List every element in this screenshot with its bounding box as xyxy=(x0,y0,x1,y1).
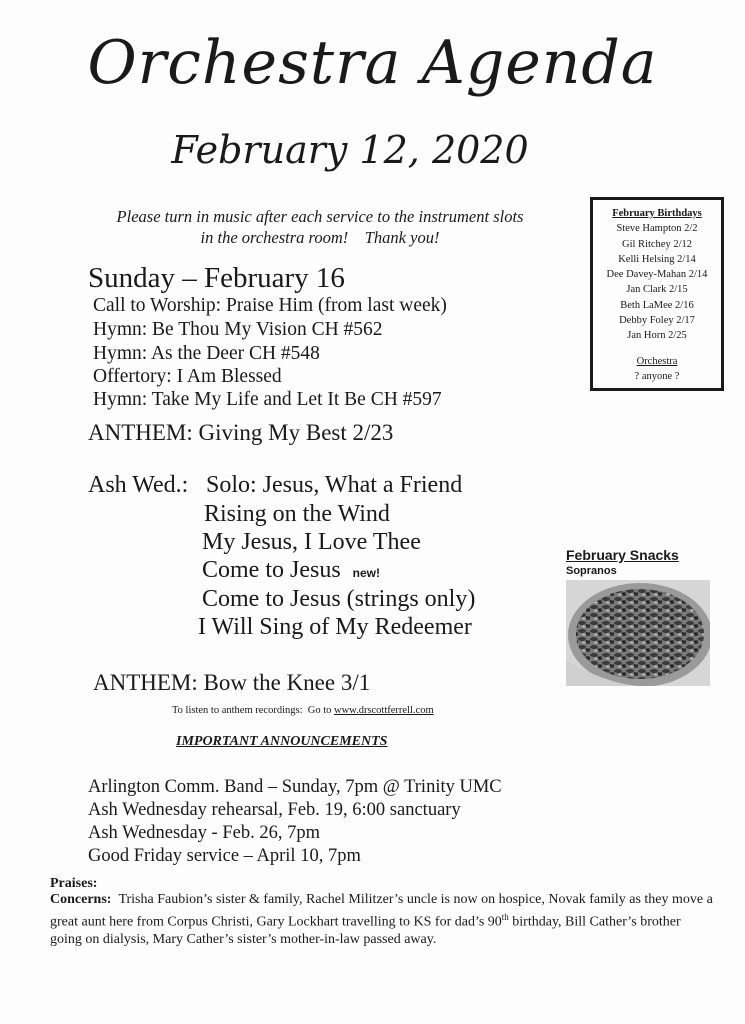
birthday-entry: Steve Hampton 2/2 xyxy=(616,223,698,235)
new-badge: new! xyxy=(352,566,381,580)
praises-label: Praises: xyxy=(50,876,98,891)
announcement-item: Arlington Comm. Band – Sunday, 7pm @ Trinity UMC xyxy=(88,777,502,797)
birthday-entry: Kelli Helsing 2/14 xyxy=(618,253,696,265)
concerns-paragraph: Concerns: Trisha Faubion’s sister & family, Rachel Militzer’s uncle is now on hospice, Novak family as they move a great aunt here from Corpus Christi, Gary Lockhart travelling to KS for dad’s 90th birthday, Bill Cather’s brother going on dialysis, Mary Cather’s sister’s mother-in-law passed away. xyxy=(50,892,713,947)
service-item: Hymn: Take My Life and Let It Be CH #597 xyxy=(93,389,442,410)
service-item: Hymn: As the Deer CH #548 xyxy=(93,343,320,364)
agenda-date: February 12, 2020 xyxy=(171,128,529,172)
birthday-entry: Jan Clark 2/15 xyxy=(626,284,688,296)
anthem-ash: ANTHEM: Bow the Knee 3/1 xyxy=(93,670,371,695)
ash-item: Rising on the Wind xyxy=(204,501,390,527)
birthday-entry: Beth LaMee 2/16 xyxy=(620,299,694,311)
ash-item: My Jesus, I Love Thee xyxy=(202,529,421,555)
sunday-heading: Sunday – February 16 xyxy=(88,262,345,294)
birthdays-box xyxy=(590,197,724,391)
ash-item: I Will Sing of My Redeemer xyxy=(198,614,472,640)
birthday-entry: Debby Foley 2/17 xyxy=(619,315,695,327)
service-item: Call to Worship: Praise Him (from last week) xyxy=(93,295,447,316)
snacks-group: Sopranos xyxy=(566,565,617,577)
announcement-item: Ash Wednesday - Feb. 26, 7pm xyxy=(88,823,320,843)
birthday-entry: Jan Horn 2/25 xyxy=(627,330,687,342)
listen-note: To listen to anthem recordings: Go to www.drscottferrell.com xyxy=(172,705,434,716)
anthem-sunday: ANTHEM: Giving My Best 2/23 xyxy=(88,420,394,445)
announcement-item: Ash Wednesday rehearsal, Feb. 19, 6:00 sanctuary xyxy=(88,800,461,820)
document-title: Orchestra Agenda xyxy=(87,28,658,98)
snacks-title: February Snacks xyxy=(566,547,679,563)
pecan-pie-image xyxy=(566,580,710,686)
birthdays-title: February Birthdays xyxy=(612,208,702,219)
ash-wednesday-label: Ash Wed.: xyxy=(88,472,189,498)
service-item: Offertory: I Am Blessed xyxy=(93,366,282,387)
music-return-note: Please turn in music after each service to the instrument slots in the orchestra room! Thank you! xyxy=(116,207,524,247)
ash-item: Come to Jesus (strings only) xyxy=(202,586,476,612)
recordings-link[interactable]: www.drscottferrell.com xyxy=(334,705,434,716)
announcement-item: Good Friday service – April 10, 7pm xyxy=(88,846,361,866)
orchestra-label: Orchestra xyxy=(636,355,678,367)
service-item: Hymn: Be Thou My Vision CH #562 xyxy=(93,319,383,340)
birthday-entry: Gil Ritchey 2/12 xyxy=(622,238,692,250)
birthday-entry: Dee Davey-Mahan 2/14 xyxy=(606,269,708,281)
ash-item: Solo: Jesus, What a Friend xyxy=(206,472,463,498)
announcements-heading: IMPORTANT ANNOUNCEMENTS xyxy=(176,734,388,749)
orchestra-value: ? anyone ? xyxy=(634,370,680,382)
ash-item: Come to Jesus new! xyxy=(202,557,381,583)
